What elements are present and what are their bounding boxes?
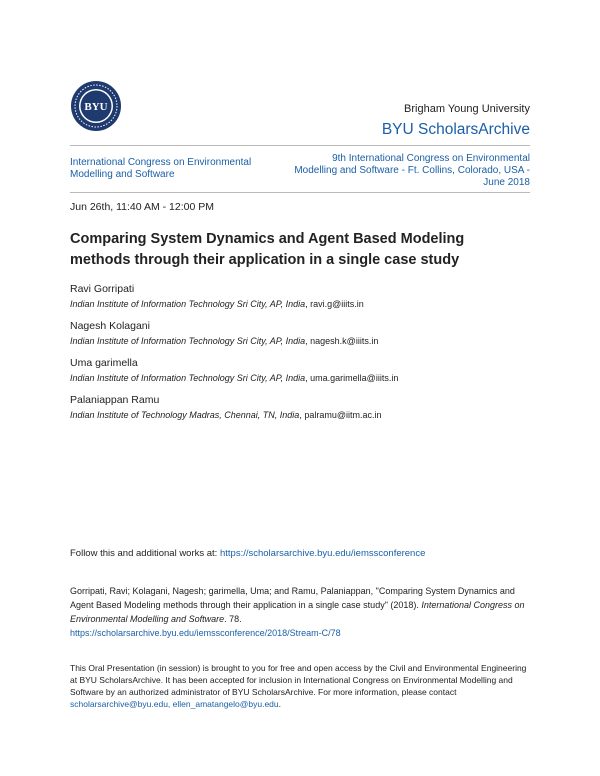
collection-link-left[interactable]: International Congress on Environmental Modelling and Software [70, 157, 252, 180]
author-name: Palaniappan Ramu [70, 394, 160, 406]
author-name: Ravi Gorripati [70, 283, 135, 295]
access-notice: This Oral Presentation (in session) is brought to you for free and open access by the Civil and Environmental Engineering at BYU ScholarsArchive. It has been accepted for inclusion in International Congress on Environmental Modelling and Software by an authorized administrator of BYU ScholarsArchive. For more information, please contact scholarsarchive@byu.edu, ellen_amatangelo@byu.edu. [70, 663, 527, 709]
author-block [70, 357, 398, 383]
citation-journal: International Congress on Environmental Modelling and Software [70, 600, 525, 624]
university-name: Brigham Young University [404, 103, 530, 115]
author-block [70, 394, 382, 420]
logo-text: BYU [84, 101, 108, 113]
author-block [70, 283, 364, 309]
follow-link[interactable]: https://scholarsarchive.byu.edu/iemssconference [219, 548, 426, 559]
author-affiliation: Indian Institute of Technology Madras, Chennai, TN, India, palramu@iitm.ac.in [70, 410, 382, 420]
collection-divider [70, 192, 530, 193]
paper-title: Comparing System Dynamics and Agent Based Modeling methods through their application in a single case study [70, 231, 465, 268]
author-block [70, 320, 378, 346]
author-name: Uma garimella [70, 357, 138, 369]
author-affiliation: Indian Institute of Information Technology Sri City, AP, India, uma.garimella@iiits.in [70, 373, 399, 383]
follow-line: Follow this and additional works at: https://scholarsarchive.byu.edu/iemssconference [70, 548, 426, 559]
author-name: Nagesh Kolagani [70, 320, 150, 332]
author-affiliation: Indian Institute of Information Technology Sri City, AP, India, ravi.g@iiits.in [70, 299, 364, 309]
citation: Gorripati, Ravi; Kolagani, Nagesh; garimella, Uma; and Ramu, Palaniappan, "Comparing System Dynamics and Agent Based Modeling methods through their application in a single case study" (2018). International Congress on Environmental Modelling and Software. 78. https://scholarsarchive.byu.edu/iemssconference/2018/Stream-C/78 [70, 586, 525, 638]
header-divider [70, 145, 530, 146]
archive-name-link[interactable]: BYU ScholarsArchive [381, 121, 530, 138]
session-time: Jun 26th, 11:40 AM - 12:00 PM [70, 201, 214, 213]
author-affiliation: Indian Institute of Information Technology Sri City, AP, India, nagesh.k@iiits.in [70, 336, 379, 346]
byu-logo [70, 80, 122, 132]
collection-link-right[interactable]: 9th International Congress on Environmental Modelling and Software - Ft. Collins, Colorado, USA - June 2018 [294, 153, 530, 188]
contact-email-link[interactable]: scholarsarchive@byu.edu, ellen_amatangelo@byu.edu [70, 699, 279, 709]
citation-link[interactable]: https://scholarsarchive.byu.edu/iemssconference/2018/Stream-C/78 [70, 628, 341, 638]
